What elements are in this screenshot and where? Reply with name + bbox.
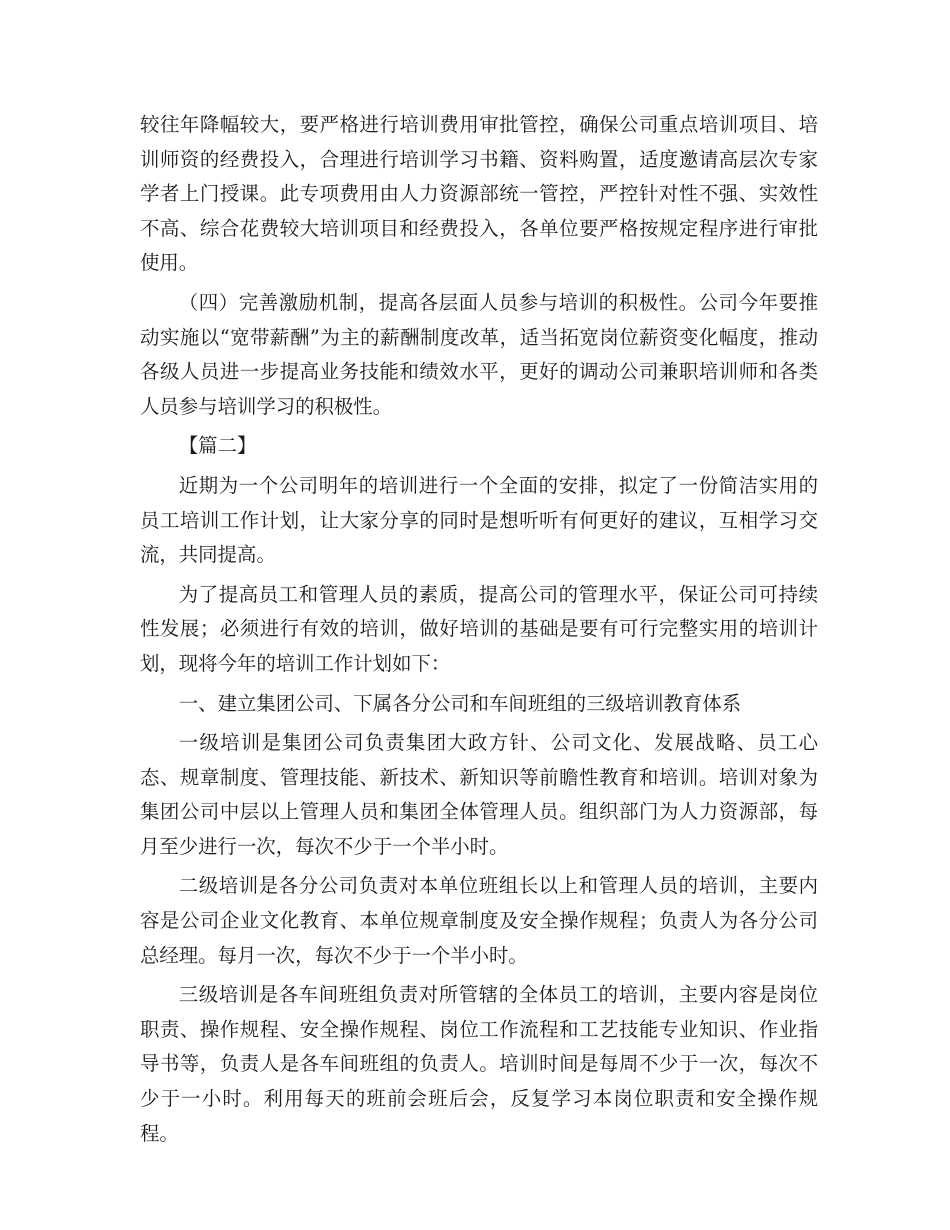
paragraph-level-three-training: 三级培训是各车间班组负责对所管辖的全体员工的培训，主要内容是岗位职责、操作规程、安全操作规程、岗位工作流程和工艺技能专业知识、作业指导书等，负责人是各车间班组的负责人。培训时间是每周不少于一次，每次不少于一小时。利用每天的班前会班后会，反复学习本岗位职责和安全操作规程。 bbox=[140, 983, 818, 1145]
paragraph-intro: 近期为一个公司明年的培训进行一个全面的安排，拟定了一份简洁实用的员工培训工作计划，让大家分享的同时是想听听有何更好的建议，互相学习交流，共同提高。 bbox=[140, 473, 818, 567]
paragraph-budget-control: 较往年降幅较大，要严格进行培训费用审批管控，确保公司重点培训项目、培训师资的经费投入，合理进行培训学习书籍、资料购置，适度邀请高层次专家学者上门授课。此专项费用由人力资源部统一管控，严控针对性不强、实效性不高、综合花费较大培训项目和经费投入，各单位要严格按规定程序进行审批使用。 bbox=[140, 113, 818, 275]
paragraph-purpose: 为了提高员工和管理人员的素质，提高公司的管理水平，保证公司可持续性发展；必须进行有效的培训，做好培训的基础是要有可行完整实用的培训计划，现将今年的培训工作计划如下： bbox=[140, 582, 818, 675]
section-heading-part-two: 【篇二】 bbox=[178, 434, 257, 458]
paragraph-level-one-training: 一级培训是集团公司负责集团大政方针、公司文化、发展战略、员工心态、规章制度、管理技能、新技术、新知识等前瞻性教育和培训。培训对象为集团公司中层以上管理人员和集团全体管理人员。组织部门为人力资源部，每月至少进行一次，每次不少于一个半小时。 bbox=[140, 731, 818, 858]
paragraph-incentive-mechanism: （四）完善激励机制，提高各层面人员参与培训的积极性。公司今年要推动实施以“宽带薪酬”为主的薪酬制度改革，适当拓宽岗位薪资变化幅度，推动各级人员进一步提高业务技能和绩效水平，更好的调动公司兼职培训师和各类人员参与培训学习的积极性。 bbox=[140, 290, 818, 418]
document-page bbox=[140, 108, 818, 1156]
paragraph-system-heading: 一、建立集团公司、下属各分公司和车间班组的三级培训教育体系 bbox=[178, 691, 742, 715]
paragraph-level-two-training: 二级培训是各分公司负责对本单位班组长以上和管理人员的培训，主要内容是公司企业文化教育、本单位规章制度及安全操作规程；负责人为各分公司总经理。每月一次，每次不少于一个半小时。 bbox=[140, 874, 818, 967]
